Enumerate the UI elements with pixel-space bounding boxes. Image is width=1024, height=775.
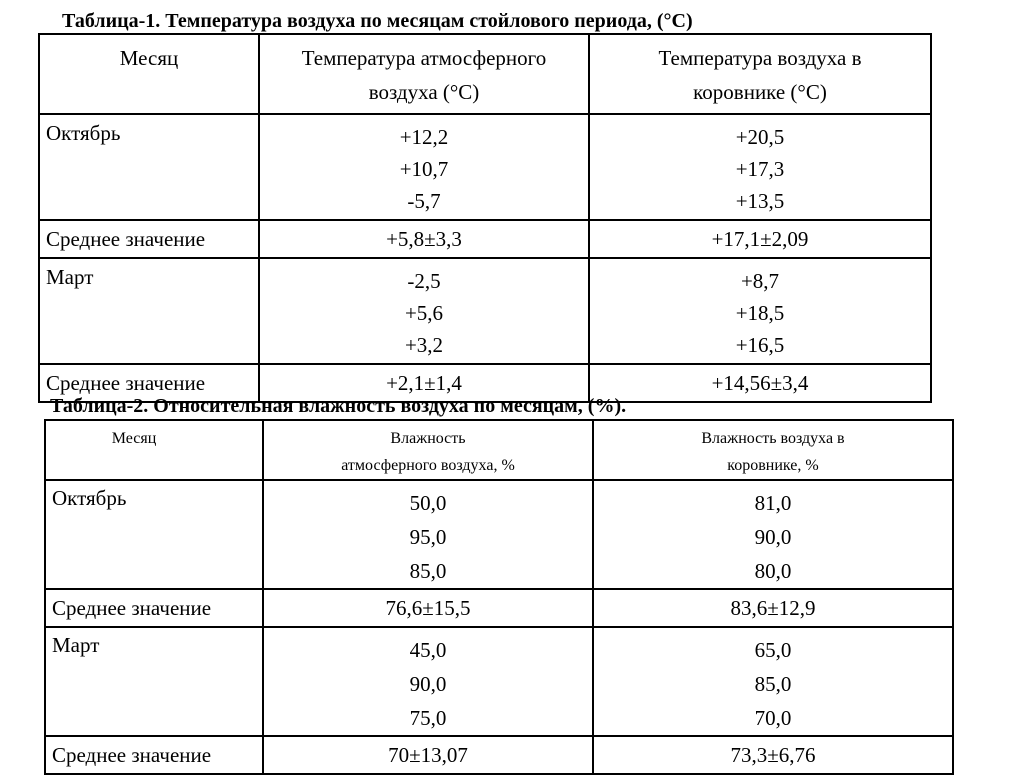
table1-header-atm: Температура атмосферного воздуха (°С) [259, 34, 589, 114]
table1-october-atm: +12,2 +10,7 -5,7 [259, 114, 589, 220]
table1-october-mean-atm: +5,8±3,3 [259, 220, 589, 258]
table1-march-mean-barn: +14,56±3,4 [589, 364, 931, 402]
table1-row-march [39, 258, 931, 364]
table1-march-mean-atm: +2,1±1,4 [259, 364, 589, 402]
table1-header-row [39, 34, 931, 114]
table2-header-atm: Влажность атмосферного воздуха, % [263, 420, 593, 480]
table1-march-barn: +8,7 +18,5 +16,5 [589, 258, 931, 364]
table1-month-label: Март [39, 258, 259, 364]
table1-october-barn: +20,5 +17,3 +13,5 [589, 114, 931, 220]
table1-mean-label: Среднее значение [39, 220, 259, 258]
table1-header-month: Месяц [39, 34, 259, 114]
table2-october-atm: 50,0 95,0 85,0 [263, 480, 593, 589]
table2-row-october-mean [45, 589, 953, 627]
table1-row-october-mean [39, 220, 931, 258]
table2-header-barn: Влажность воздуха в коровнике, % [593, 420, 953, 480]
table2-october-mean-atm: 76,6±15,5 [263, 589, 593, 627]
table2-caption: Таблица-2. Относительная влажность воздуха по месяцам, (%). [50, 395, 627, 417]
table2-row-october [45, 480, 953, 589]
temperature-table [38, 33, 932, 403]
table1-march-atm: -2,5 +5,6 +3,2 [259, 258, 589, 364]
table1-october-mean-barn: +17,1±2,09 [589, 220, 931, 258]
table1-row-october [39, 114, 931, 220]
table2-march-mean-barn: 73,3±6,76 [593, 736, 953, 774]
table2-october-mean-barn: 83,6±12,9 [593, 589, 953, 627]
table1-header-barn: Температура воздуха в коровнике (°С) [589, 34, 931, 114]
table2-march-mean-atm: 70±13,07 [263, 736, 593, 774]
table2-month-label: Март [45, 627, 263, 736]
table2-march-barn: 65,0 85,0 70,0 [593, 627, 953, 736]
table1-mean-label: Среднее значение [39, 364, 259, 402]
table2-row-march [45, 627, 953, 736]
table2-mean-label: Среднее значение [45, 736, 263, 774]
table2-mean-label: Среднее значение [45, 589, 263, 627]
table2-month-label: Октябрь [45, 480, 263, 589]
table1-month-label: Октябрь [39, 114, 259, 220]
table2-row-march-mean [45, 736, 953, 774]
table2-march-atm: 45,0 90,0 75,0 [263, 627, 593, 736]
humidity-table [44, 419, 954, 775]
table2-header-month: Месяц [45, 420, 263, 480]
table2-header-row [45, 420, 953, 480]
table2-october-barn: 81,0 90,0 80,0 [593, 480, 953, 589]
table1-caption: Таблица-1. Температура воздуха по месяцам стойлового периода, (°С) [62, 10, 693, 32]
